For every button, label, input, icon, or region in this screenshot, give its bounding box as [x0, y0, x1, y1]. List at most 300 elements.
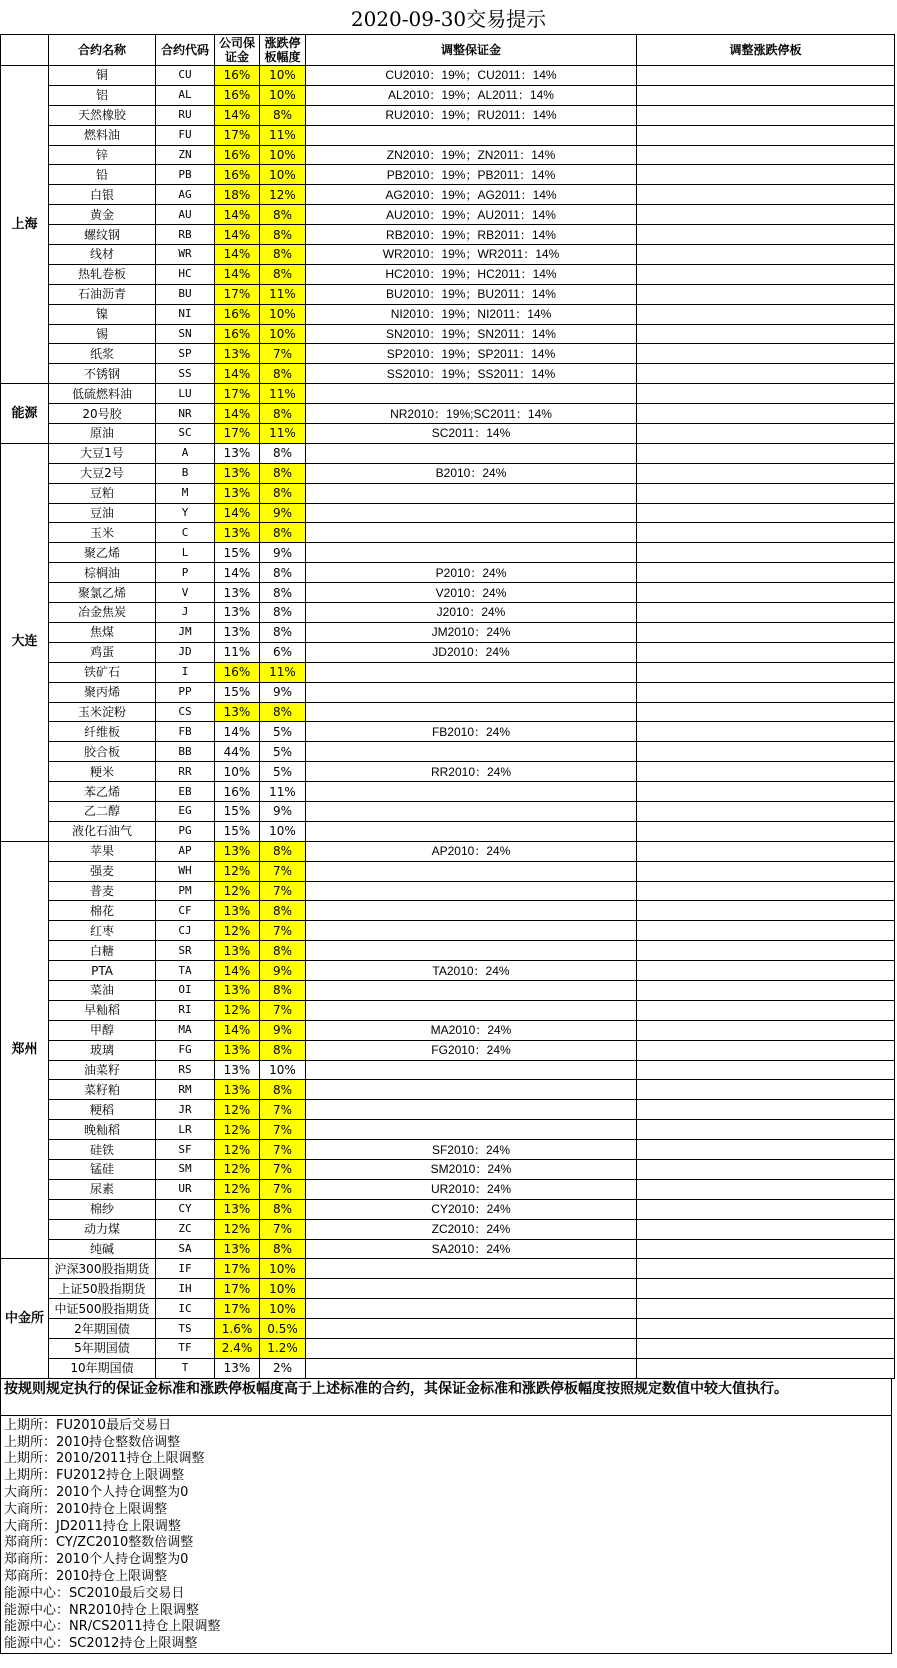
contract-name-cell: 铅 — [49, 165, 156, 185]
adjusted-margin-cell — [306, 1080, 637, 1100]
contract-code-cell: FU — [156, 125, 215, 145]
contract-name-cell: 锡 — [49, 324, 156, 344]
table-row — [1, 801, 895, 821]
table-row — [1, 404, 895, 424]
contract-name-cell: 菜油 — [49, 980, 156, 1000]
table-row — [1, 324, 895, 344]
table-row — [1, 284, 895, 304]
company-margin-cell: 17% — [215, 284, 260, 304]
adjusted-limit-cell — [637, 702, 895, 722]
table-row — [1, 941, 895, 961]
table-row — [1, 682, 895, 702]
notice-line: 上期所：2010/2011持仓上限调整 — [4, 1451, 205, 1467]
contract-code-cell: NR — [156, 404, 215, 424]
company-margin-cell: 12% — [215, 861, 260, 881]
company-margin-cell: 14% — [215, 722, 260, 742]
company-margin-cell: 14% — [215, 205, 260, 225]
adjusted-limit-cell — [637, 682, 895, 702]
contract-code-cell: RM — [156, 1080, 215, 1100]
company-margin-cell: 12% — [215, 881, 260, 901]
limit-range-cell: 8% — [260, 443, 306, 463]
notice-line: 郑商所：CY/ZC2010整数倍调整 — [4, 1535, 194, 1551]
adjusted-margin-cell — [306, 523, 637, 543]
table-row — [1, 861, 895, 881]
table-row — [1, 1199, 895, 1219]
table-row — [1, 245, 895, 265]
table-row — [1, 1120, 895, 1140]
limit-range-cell: 6% — [260, 642, 306, 662]
company-margin-cell: 12% — [215, 921, 260, 941]
table-row — [1, 563, 895, 583]
limit-range-cell: 8% — [260, 105, 306, 125]
limit-range-cell: 11% — [260, 384, 306, 404]
company-margin-cell: 14% — [215, 364, 260, 384]
contract-code-cell: AL — [156, 85, 215, 105]
limit-range-cell: 8% — [260, 463, 306, 483]
table-row — [1, 105, 895, 125]
margin-table — [0, 34, 895, 1379]
contract-code-cell: T — [156, 1358, 215, 1378]
limit-range-cell: 8% — [260, 702, 306, 722]
limit-range-cell: 8% — [260, 1199, 306, 1219]
adjusted-margin-cell — [306, 384, 637, 404]
limit-range-cell: 8% — [260, 622, 306, 642]
table-row — [1, 483, 895, 503]
adjusted-margin-cell: SA2010：24% — [306, 1239, 637, 1259]
company-margin-cell: 14% — [215, 1020, 260, 1040]
adjusted-limit-cell — [637, 742, 895, 762]
table-row — [1, 384, 895, 404]
limit-range-cell: 10% — [260, 145, 306, 165]
table-row — [1, 782, 895, 802]
limit-range-cell: 11% — [260, 284, 306, 304]
adjusted-limit-cell — [637, 245, 895, 265]
contract-code-cell: CU — [156, 66, 215, 86]
header-adjusted-margin: 调整保证金 — [306, 35, 637, 66]
company-margin-cell: 15% — [215, 682, 260, 702]
contract-name-cell: 聚乙烯 — [49, 543, 156, 563]
contract-name-cell: 5年期国债 — [49, 1339, 156, 1359]
page-title: 2020-09-30交易提示 — [350, 7, 547, 31]
adjusted-margin-cell: NR2010：19%;SC2011：14% — [306, 404, 637, 424]
contract-name-cell: 硅铁 — [49, 1140, 156, 1160]
contract-name-cell: 上证50股指期货 — [49, 1279, 156, 1299]
contract-name-cell: 早籼稻 — [49, 1000, 156, 1020]
contract-name-cell: 2年期国债 — [49, 1319, 156, 1339]
company-margin-cell: 14% — [215, 105, 260, 125]
contract-code-cell: AP — [156, 841, 215, 861]
company-margin-cell: 13% — [215, 941, 260, 961]
contract-name-cell: 红枣 — [49, 921, 156, 941]
table-row — [1, 742, 895, 762]
contract-code-cell: FB — [156, 722, 215, 742]
contract-code-cell: SA — [156, 1239, 215, 1259]
limit-range-cell: 7% — [260, 1179, 306, 1199]
limit-range-cell: 8% — [260, 205, 306, 225]
adjusted-margin-cell: CY2010：24% — [306, 1199, 637, 1219]
adjusted-margin-cell — [306, 702, 637, 722]
contract-code-cell: EB — [156, 782, 215, 802]
contract-code-cell: M — [156, 483, 215, 503]
limit-range-cell: 8% — [260, 1080, 306, 1100]
contract-code-cell: IF — [156, 1259, 215, 1279]
adjusted-margin-cell — [306, 980, 637, 1000]
company-margin-cell: 17% — [215, 1259, 260, 1279]
limit-range-cell: 10% — [260, 1279, 306, 1299]
table-row — [1, 145, 895, 165]
contract-name-cell: 不锈钢 — [49, 364, 156, 384]
adjusted-limit-cell — [637, 1060, 895, 1080]
contract-name-cell: 纯碱 — [49, 1239, 156, 1259]
company-margin-cell: 16% — [215, 662, 260, 682]
contract-name-cell: 中证500股指期货 — [49, 1299, 156, 1319]
adjusted-limit-cell — [637, 503, 895, 523]
limit-range-cell: 9% — [260, 961, 306, 981]
contract-code-cell: UR — [156, 1179, 215, 1199]
adjusted-limit-cell — [637, 941, 895, 961]
limit-range-cell: 7% — [260, 344, 306, 364]
adjusted-margin-cell — [306, 1319, 637, 1339]
table-row — [1, 66, 895, 86]
contract-name-cell: 晚籼稻 — [49, 1120, 156, 1140]
company-margin-cell: 13% — [215, 483, 260, 503]
contract-name-cell: 乙二醇 — [49, 801, 156, 821]
company-margin-cell: 13% — [215, 583, 260, 603]
limit-range-cell: 7% — [260, 1140, 306, 1160]
limit-range-cell: 8% — [260, 901, 306, 921]
adjusted-margin-cell — [306, 1060, 637, 1080]
adjusted-limit-cell — [637, 642, 895, 662]
table-row — [1, 1299, 895, 1319]
contract-name-cell: 锰硅 — [49, 1159, 156, 1179]
contract-name-cell: 大豆2号 — [49, 463, 156, 483]
adjusted-margin-cell: HC2010：19%；HC2011：14% — [306, 264, 637, 284]
adjusted-limit-cell — [637, 1239, 895, 1259]
adjusted-limit-cell — [637, 881, 895, 901]
table-row — [1, 1159, 895, 1179]
notice-line: 能源中心：NR2010持仓上限调整 — [4, 1602, 199, 1618]
limit-range-cell: 8% — [260, 264, 306, 284]
contract-name-cell: 天然橡胶 — [49, 105, 156, 125]
limit-range-cell: 7% — [260, 1159, 306, 1179]
adjusted-margin-cell: UR2010：24% — [306, 1179, 637, 1199]
table-row — [1, 1020, 895, 1040]
adjusted-limit-cell — [637, 364, 895, 384]
adjusted-limit-cell — [637, 1299, 895, 1319]
adjusted-margin-cell — [306, 742, 637, 762]
contract-name-cell: 苹果 — [49, 841, 156, 861]
contract-code-cell: B — [156, 463, 215, 483]
contract-code-cell: J — [156, 603, 215, 623]
company-margin-cell: 16% — [215, 85, 260, 105]
adjusted-margin-cell: BU2010：19%；BU2011：14% — [306, 284, 637, 304]
adjusted-margin-cell — [306, 921, 637, 941]
table-row — [1, 722, 895, 742]
contract-name-cell: 大豆1号 — [49, 443, 156, 463]
contract-code-cell: OI — [156, 980, 215, 1000]
table-row — [1, 1219, 895, 1239]
contract-code-cell: V — [156, 583, 215, 603]
adjusted-limit-cell — [637, 165, 895, 185]
contract-name-cell: 聚氯乙烯 — [49, 583, 156, 603]
adjusted-limit-cell — [637, 523, 895, 543]
adjusted-limit-cell — [637, 1358, 895, 1378]
company-margin-cell: 13% — [215, 1199, 260, 1219]
contract-code-cell: SS — [156, 364, 215, 384]
adjusted-limit-cell — [637, 463, 895, 483]
contract-code-cell: A — [156, 443, 215, 463]
contract-name-cell: 聚丙烯 — [49, 682, 156, 702]
adjusted-limit-cell — [637, 1339, 895, 1359]
limit-range-cell: 9% — [260, 682, 306, 702]
adjusted-limit-cell — [637, 782, 895, 802]
company-margin-cell: 17% — [215, 125, 260, 145]
contract-name-cell: 铝 — [49, 85, 156, 105]
adjusted-limit-cell — [637, 344, 895, 364]
adjusted-margin-cell: SP2010：19%；SP2011：14% — [306, 344, 637, 364]
contract-name-cell: 焦煤 — [49, 622, 156, 642]
company-margin-cell: 13% — [215, 344, 260, 364]
company-margin-cell: 13% — [215, 443, 260, 463]
notice-line: 郑商所：2010持仓上限调整 — [4, 1568, 168, 1584]
contract-name-cell: 玉米淀粉 — [49, 702, 156, 722]
adjusted-limit-cell — [637, 722, 895, 742]
contract-name-cell: 纸浆 — [49, 344, 156, 364]
company-margin-cell: 15% — [215, 543, 260, 563]
contract-name-cell: 棕榈油 — [49, 563, 156, 583]
contract-code-cell: JR — [156, 1100, 215, 1120]
contract-name-cell: 苯乙烯 — [49, 782, 156, 802]
limit-range-cell: 5% — [260, 722, 306, 742]
limit-range-cell: 5% — [260, 762, 306, 782]
contract-name-cell: 尿素 — [49, 1179, 156, 1199]
limit-range-cell: 10% — [260, 1259, 306, 1279]
company-margin-cell: 12% — [215, 1100, 260, 1120]
limit-range-cell: 8% — [260, 245, 306, 265]
table-row — [1, 1319, 895, 1339]
notice-line: 上期所：2010持仓整数倍调整 — [4, 1434, 181, 1450]
limit-range-cell: 10% — [260, 1060, 306, 1080]
contract-code-cell: FG — [156, 1040, 215, 1060]
table-row — [1, 980, 895, 1000]
notice-line: 上期所：FU2012持仓上限调整 — [4, 1468, 185, 1484]
contract-code-cell: Y — [156, 503, 215, 523]
contract-name-cell: PTA — [49, 961, 156, 981]
adjusted-limit-cell — [637, 125, 895, 145]
contract-code-cell: RU — [156, 105, 215, 125]
adjusted-margin-cell: RU2010：19%；RU2011：14% — [306, 105, 637, 125]
table-row — [1, 662, 895, 682]
adjusted-limit-cell — [637, 85, 895, 105]
contract-name-cell: 胶合板 — [49, 742, 156, 762]
contract-name-cell: 鸡蛋 — [49, 642, 156, 662]
company-margin-cell: 44% — [215, 742, 260, 762]
company-margin-cell: 14% — [215, 563, 260, 583]
adjusted-margin-cell: SC2011：14% — [306, 424, 637, 444]
adjusted-limit-cell — [637, 1040, 895, 1060]
adjusted-limit-cell — [637, 1319, 895, 1339]
contract-code-cell: SF — [156, 1140, 215, 1160]
table-row — [1, 622, 895, 642]
limit-range-cell: 8% — [260, 1239, 306, 1259]
adjusted-margin-cell: ZC2010：24% — [306, 1219, 637, 1239]
adjusted-limit-cell — [637, 264, 895, 284]
table-row — [1, 1060, 895, 1080]
limit-range-cell: 9% — [260, 801, 306, 821]
contract-code-cell: SN — [156, 324, 215, 344]
adjusted-limit-cell — [637, 483, 895, 503]
limit-range-cell: 8% — [260, 364, 306, 384]
adjusted-margin-cell — [306, 503, 637, 523]
limit-range-cell: 9% — [260, 543, 306, 563]
adjusted-limit-cell — [637, 404, 895, 424]
limit-range-cell: 8% — [260, 841, 306, 861]
company-margin-cell: 17% — [215, 1299, 260, 1319]
contract-name-cell: 锌 — [49, 145, 156, 165]
contract-name-cell: 豆油 — [49, 503, 156, 523]
contract-code-cell: CJ — [156, 921, 215, 941]
contract-code-cell: JD — [156, 642, 215, 662]
table-row — [1, 821, 895, 841]
contract-name-cell: 白银 — [49, 185, 156, 205]
limit-range-cell: 7% — [260, 1120, 306, 1140]
adjusted-limit-cell — [637, 543, 895, 563]
company-margin-cell: 14% — [215, 245, 260, 265]
company-margin-cell: 11% — [215, 642, 260, 662]
limit-range-cell: 12% — [260, 185, 306, 205]
adjusted-margin-cell: AP2010：24% — [306, 841, 637, 861]
limit-range-cell: 0.5% — [260, 1319, 306, 1339]
header-adjusted-limit: 调整涨跌停板 — [637, 35, 895, 66]
contract-code-cell: RB — [156, 225, 215, 245]
adjusted-margin-cell — [306, 483, 637, 503]
adjusted-margin-cell — [306, 1259, 637, 1279]
adjusted-margin-cell: AL2010：19%；AL2011：14% — [306, 85, 637, 105]
adjusted-margin-cell — [306, 782, 637, 802]
company-margin-cell: 13% — [215, 980, 260, 1000]
table-row — [1, 901, 895, 921]
company-margin-cell: 13% — [215, 1040, 260, 1060]
limit-range-cell: 7% — [260, 921, 306, 941]
adjusted-margin-cell: V2010：24% — [306, 583, 637, 603]
contract-name-cell: 铁矿石 — [49, 662, 156, 682]
adjusted-limit-cell — [637, 145, 895, 165]
adjusted-limit-cell — [637, 1100, 895, 1120]
company-margin-cell: 13% — [215, 1358, 260, 1378]
adjusted-margin-cell: MA2010：24% — [306, 1020, 637, 1040]
company-margin-cell: 17% — [215, 384, 260, 404]
company-margin-cell: 1.6% — [215, 1319, 260, 1339]
adjusted-margin-cell: FG2010：24% — [306, 1040, 637, 1060]
contract-name-cell: 燃料油 — [49, 125, 156, 145]
contract-code-cell: TA — [156, 961, 215, 981]
limit-range-cell: 8% — [260, 563, 306, 583]
company-margin-cell: 12% — [215, 1179, 260, 1199]
company-margin-cell: 17% — [215, 1279, 260, 1299]
adjusted-limit-cell — [637, 1199, 895, 1219]
limit-range-cell: 11% — [260, 662, 306, 682]
adjusted-margin-cell: AU2010：19%；AU2011：14% — [306, 205, 637, 225]
table-row — [1, 443, 895, 463]
contract-name-cell: 原油 — [49, 424, 156, 444]
table-row — [1, 503, 895, 523]
contract-code-cell: HC — [156, 264, 215, 284]
contract-name-cell: 棉花 — [49, 901, 156, 921]
adjusted-limit-cell — [637, 821, 895, 841]
contract-name-cell: 菜籽粕 — [49, 1080, 156, 1100]
limit-range-cell: 2% — [260, 1358, 306, 1378]
adjusted-margin-cell — [306, 1120, 637, 1140]
table-row — [1, 1140, 895, 1160]
limit-range-cell: 7% — [260, 881, 306, 901]
adjusted-margin-cell: SF2010：24% — [306, 1140, 637, 1160]
limit-range-cell: 10% — [260, 85, 306, 105]
header-row — [1, 35, 895, 66]
adjusted-limit-cell — [637, 622, 895, 642]
company-margin-cell: 12% — [215, 1159, 260, 1179]
adjusted-margin-cell — [306, 543, 637, 563]
exchange-cell: 中金所 — [1, 1259, 49, 1378]
contract-name-cell: 白糖 — [49, 941, 156, 961]
adjusted-margin-cell: WR2010：19%；WR2011：14% — [306, 245, 637, 265]
contract-code-cell: PP — [156, 682, 215, 702]
adjusted-limit-cell — [637, 1020, 895, 1040]
adjusted-margin-cell — [306, 1000, 637, 1020]
contract-code-cell: WH — [156, 861, 215, 881]
adjusted-margin-cell — [306, 1339, 637, 1359]
table-row — [1, 1339, 895, 1359]
contract-code-cell: ZC — [156, 1219, 215, 1239]
limit-range-cell: 8% — [260, 483, 306, 503]
company-margin-cell: 16% — [215, 66, 260, 86]
adjusted-limit-cell — [637, 662, 895, 682]
limit-range-cell: 11% — [260, 782, 306, 802]
limit-range-cell: 1.2% — [260, 1339, 306, 1359]
table-row — [1, 364, 895, 384]
adjusted-margin-cell: SN2010：19%；SN2011：14% — [306, 324, 637, 344]
contract-code-cell: C — [156, 523, 215, 543]
company-margin-cell: 18% — [215, 185, 260, 205]
limit-range-cell: 8% — [260, 603, 306, 623]
limit-range-cell: 9% — [260, 503, 306, 523]
table-row — [1, 961, 895, 981]
adjusted-margin-cell — [306, 662, 637, 682]
company-margin-cell: 10% — [215, 762, 260, 782]
adjusted-margin-cell: ZN2010：19%；ZN2011：14% — [306, 145, 637, 165]
contract-name-cell: 甲醇 — [49, 1020, 156, 1040]
company-margin-cell: 13% — [215, 622, 260, 642]
table-row — [1, 881, 895, 901]
table-row — [1, 1000, 895, 1020]
table-row — [1, 205, 895, 225]
table-row — [1, 344, 895, 364]
table-row — [1, 1239, 895, 1259]
contract-code-cell: LU — [156, 384, 215, 404]
limit-range-cell: 7% — [260, 861, 306, 881]
contract-code-cell: PB — [156, 165, 215, 185]
notice-line: 大商所：2010个人持仓调整为0 — [4, 1484, 189, 1500]
contract-name-cell: 粳稻 — [49, 1100, 156, 1120]
adjusted-margin-cell: NI2010：19%；NI2011：14% — [306, 304, 637, 324]
company-margin-cell: 14% — [215, 961, 260, 981]
contract-name-cell: 强麦 — [49, 861, 156, 881]
contract-code-cell: I — [156, 662, 215, 682]
notice-list — [0, 1416, 892, 1654]
adjusted-margin-cell: RR2010：24% — [306, 762, 637, 782]
adjusted-limit-cell — [637, 284, 895, 304]
limit-range-cell: 10% — [260, 821, 306, 841]
contract-code-cell: CF — [156, 901, 215, 921]
